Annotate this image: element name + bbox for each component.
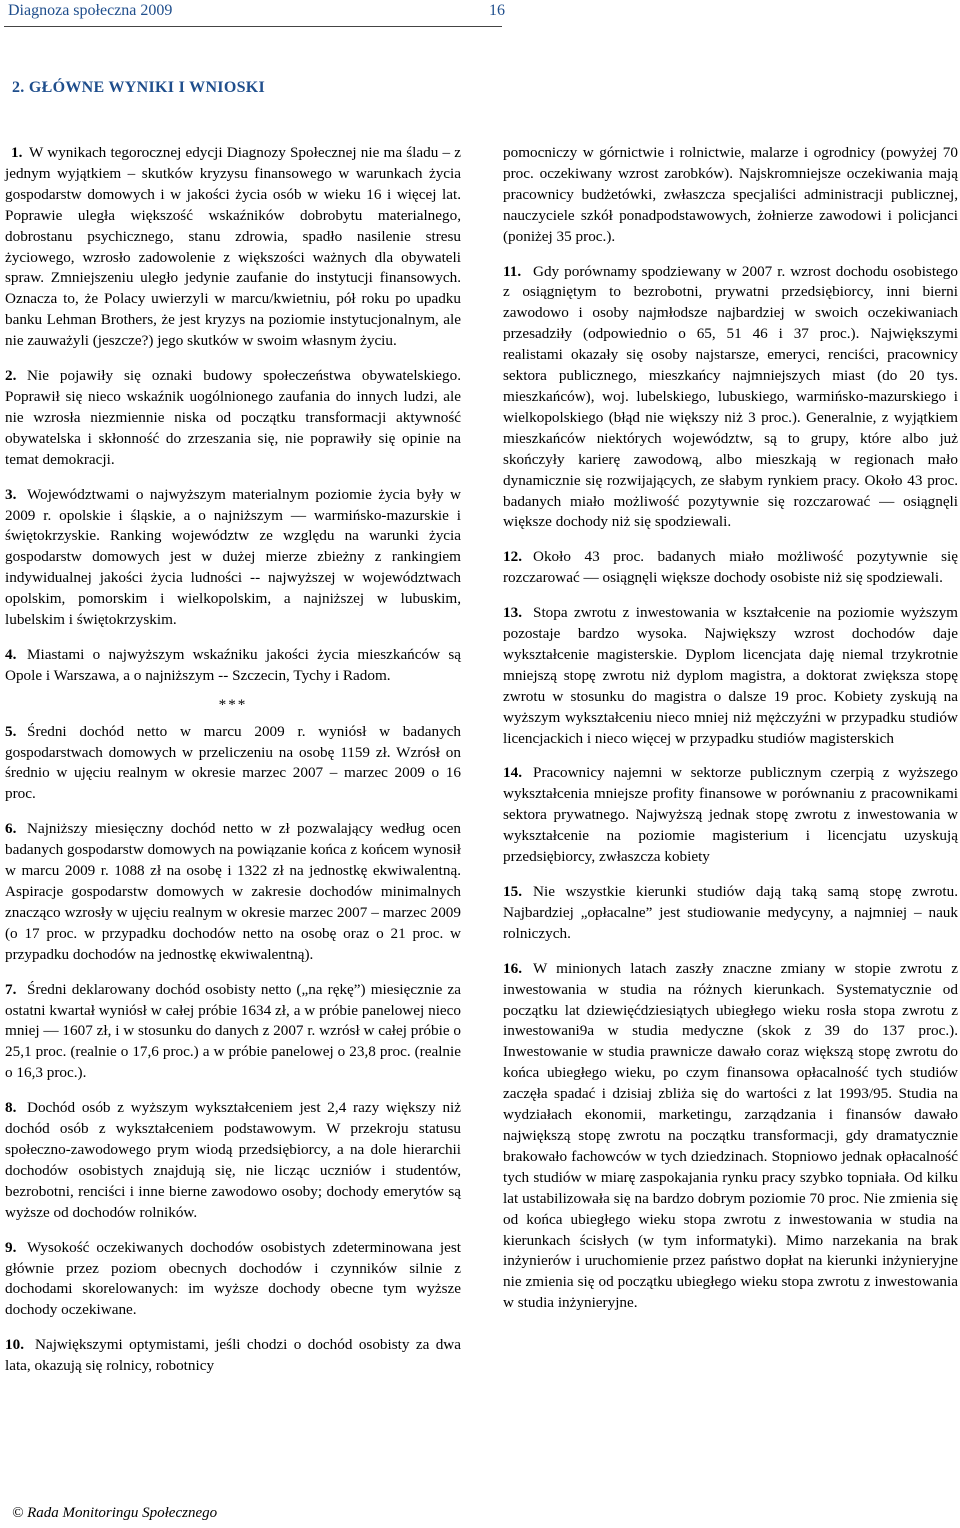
finding-number: 16. xyxy=(503,959,522,977)
page-number: 16 xyxy=(489,2,505,19)
finding-number: 14. xyxy=(503,764,522,782)
finding-number: 5. xyxy=(5,722,17,740)
finding-number: 4. xyxy=(5,645,17,663)
finding-text: W wynikach tegorocznej edycji Diagnozy Społecznej nie ma śladu – z jednym wyjątkiem – skutków kryzysu finansowego w warunkach życia gospodarstw domowych i w jakości życia osób w wieku 16 i więcej lat. Poprawie uległa większość wskaźników dobrobytu materialnego, dobrostanu psychicznego, stanu zdrowia, spadło nasilenie stresu życiowego, wzrosło zadowolenie z większości ważnych dla obywateli spraw. Zmniejszeniu uległo jedynie zaufanie do instytucji finansowych. Oznacza to, że Polacy uwierzyli w marcu/kwietniu, pół roku po upadku banku Lehman Brothers, że jest kryzys na poziomie instytucjonalnym, ale nie zauważyli (jeszcze?) jego skutków w swoim własnym życiu. xyxy=(5,144,461,350)
finding-number: 8. xyxy=(5,1099,17,1117)
page-footer: © Rada Monitoringu Społecznego xyxy=(12,1505,218,1521)
finding-paragraph xyxy=(503,763,958,868)
finding-paragraph xyxy=(5,819,461,965)
finding-paragraph xyxy=(5,980,461,1085)
finding-paragraph xyxy=(5,1238,461,1322)
finding-paragraph xyxy=(5,143,461,352)
finding-paragraph xyxy=(5,722,461,806)
page-header xyxy=(4,0,505,27)
right-column xyxy=(503,143,958,1328)
finding-text: W minionych latach zaszły znaczne zmiany w stopie zwrotu z inwestowania w studia na różnych kierunkach. Systematycznie od początku lat dziewięćdziesiątych ubiegłego wieku rosła stopa zwrotu z inwestowani9a w studia medyczne (skok z 39 do 137 proc.). Inwestowanie w studia prawnicze dawało coraz większą stopę zwrotu do końca ubiegłego wieku, po czym finansowa opłacalność tych studiów zaczęła spadać i dzisiaj zbliża się do wartości z lat 1993/95. Studia na wydziałach ekonomii, marketingu, zarządzania i finansów dawało największą stopę zwrotu na początku transformacji, gdy dramatycznie brakowało fachowców w tych dziedzinach. Stopniowo jednak opłacalność tych studiów w miarę zaspokajania rynku pracy szybko topniała. Od kilku lat ustabilizowała się na bardzo dobrym poziomie 70 proc. Nie zmienia się od końca ubiegłego wieku stopa zwrotu z inwestowania w studia na kierunkach ścisłych (w tym informatyki). Mimo narzekania na brak inżynierów i uruchomienie przez państwo dopłat na kierunki inżynieryjne nie zmienia się od początku ubiegłego wieku stopa zwrotu z inwestowania w studia inżynieryjne. xyxy=(503,959,958,1312)
finding-paragraph xyxy=(503,547,958,589)
finding-number: 10. xyxy=(5,1336,24,1354)
finding-text: Województwami o najwyższym materialnym poziomie życia były w 2009 r. opolskie i śląskie, a o najniższym — warmińsko-mazurskie i świętokrzyskie. Ranking województw ze względu na warunki życia gospodarstw domowych jest w dużej mierze zbieżny z rankingiem indywidualnej jakości życia ludności -- najwyższej w województwach opolskim, pomorskim i wielkopolskim, a najniższej w lubuskim, lubelskim i świętokrzyskim. xyxy=(5,485,461,629)
finding-text: Miastami o najwyższym wskaźniku jakości życia mieszkańców są Opole i Warszawa, a o najniższym -- Szczecin, Tychy i Radom. xyxy=(5,645,461,684)
finding-number: 2. xyxy=(5,367,17,385)
finding-text: Nie wszystkie kierunki studiów dają taką samą stopę zwrotu. Najbardziej „opłacalne” jest studiowanie medycyny, a najmniej – nauk rolniczych. xyxy=(503,883,958,942)
finding-paragraph xyxy=(5,485,461,631)
finding-text: Średni dochód netto w marcu 2009 r. wyniósł w badanych gospodarstwach domowych w przeliczeniu na osobę 1159 zł. Wzrósł on średnio w ujęciu realnym w okresie marzec 2007 – marzec 2009 o 16 proc. xyxy=(5,722,461,803)
finding-text: Najniższy miesięczny dochód netto w zł pozwalający według ocen badanych gospodarstw domowych na powiązanie końca z końcem wynosił w marcu 2009 r. 1088 zł na osobę i 1322 zł na jednostkę ekwiwalentną. Aspiracje gospodarstw domowych w zakresie dochodów minimalnych znacząco wzrosły w ujęciu realnym w okresie marzec 2007 – marzec 2009 (o 17 proc. w przypadku dochodów netto na osobę oraz o 21 proc. w przypadku dochodów na jednostkę ekwiwalentną). xyxy=(5,820,461,963)
finding-paragraph xyxy=(5,1098,461,1223)
section-separator: *** xyxy=(218,695,248,713)
finding-text: Wysokość oczekiwanych dochodów osobistych zdeterminowana jest głównie przez poziom obecnych dochodów i czynników silnie z dochodami skorelowanych: im wyższe dochody obecne tym wyższe dochody oczekiwane. xyxy=(5,1238,461,1319)
finding-text: Gdy porównamy spodziewany w 2007 r. wzrost dochodu osobistego z osiągniętym to bezrobotni, prywatni przedsiębiorcy, inni bierni zawodowo i osoby najmłodsze najbardziej w swoich oczekiwaniach przesadziły (odpowiednio o 65, 51 46 i 37 proc.). Największymi realistami okazały się osoby najstarsze, emeryci, renciści, pracownicy sektora publicznego, mieszkańcy najmniejszych miast (do 20 tys. mieszkańców), woj. lubelskiego, lubuskiego, warmińsko-mazurskiego i wielkopolskiego (błąd nie większy niż 3 proc.). Generalnie, z wyjątkiem mieszkańców niektórych województw, są to grupy, które albo już skończyły karierę zawodową, albo mieszkają w regionach mało dynamicznie się rozwijających, ze słabym rynkiem pracy. Około 43 proc. badanych miało możliwość pozytywnie się rozczarować — osiągnęli większe dochody niż się spodziewali. xyxy=(503,262,958,531)
finding-paragraph xyxy=(503,603,958,749)
finding-number: 15. xyxy=(503,883,522,900)
finding-number: 11. xyxy=(503,262,522,280)
finding-text: Stopa zwrotu z inwestowania w kształcenie na poziomie wyższym pozostaje bardzo wysoka. Największy wzrost dochodów daje wykształcenie magisterskie. Dyplom licencjata daję niemal trzykrotnie mniejszą stopę zwrotu niż dyplom magistra, a doktorat zwiększa stopę zwrotu w stosunku do magistra o dalsze 19 proc. Kobiety zyskują na wyższym wykształceniu nieco mniej niż mężczyźni w przypadku studiów licencjackich i nieco więcej w przypadku studiów magisterskich xyxy=(503,604,958,747)
finding-number: 1. xyxy=(11,144,23,161)
finding-text: Średni deklarowany dochód osobisty netto („na rękę”) miesięcznie za ostatni kwartał wyniósł w całej próbie 1634 zł, a w próbie panelowej nieco mniej — 1607 zł, i w stosunku do danych z 2007 r. wzrósł w całej próbie o 25,1 proc. (realnie o 17,6 proc.) a w próbie panelowej o 23,8 proc. (realnie o 16,3 proc.). xyxy=(5,980,461,1082)
left-column xyxy=(5,143,461,1391)
journal-title: Diagnoza społeczna 2009 xyxy=(8,2,173,19)
finding-number: 7. xyxy=(5,980,17,998)
finding-paragraph xyxy=(5,1335,461,1377)
finding-paragraph xyxy=(5,366,461,471)
finding-text: Największymi optymistami, jeśli chodzi o dochód osobisty za dwa lata, okazują się rolnicy, robotnicy xyxy=(5,1336,461,1375)
section-title: 2. GŁÓWNE WYNIKI I WNIOSKI xyxy=(12,79,266,96)
finding-number: 12. xyxy=(503,548,522,566)
finding-text: pomocniczy w górnictwie i rolnictwie, malarze i ogrodnicy (powyżej 70 proc. oczekiwany wzrost zarobków). Najskromniejsze oczekiwania mają pracownicy budżetówki, zwłaszcza specjaliści administracji publicznej, nauczyciele szkół ponadpodstawowych, żołnierze zawodowi i policjanci (poniżej 35 proc.). xyxy=(503,144,958,245)
finding-text: Dochód osób z wyższym wykształceniem jest 2,4 razy większy niż dochód osób z wykształceniem podstawowym. W przekroju statusu społeczno-zawodowego prym wiodą przedsiębiorcy, a na dole hierarchii dochodów osobistych znajdują się, nie licząc uczniów i studentów, bezrobotni, renciści i inne bierne zawodowo osoby; dochody emerytów są wyższe od dochodów rolników. xyxy=(5,1099,461,1221)
finding-paragraph-continued xyxy=(503,143,958,248)
finding-number: 6. xyxy=(5,820,17,838)
finding-paragraph xyxy=(503,959,958,1314)
finding-text: Nie pojawiły się oznaki budowy społeczeństwa obywatelskiego. Poprawił się nieco wskaźnik uogólnionego zaufania do innych ludzi, ale nie wzrosła niezmiennie niska od początku transformacji aktywność obywatelska i skłonność do zrzeszania się, nie poprawiły się opinie na temat demokracji. xyxy=(5,367,461,468)
finding-number: 3. xyxy=(5,485,17,503)
finding-number: 9. xyxy=(5,1238,17,1256)
finding-text: Pracownicy najemni w sektorze publicznym czerpią z wyższego wykształcenia mniejsze profity finansowe w porównaniu z pracownikami sektora prywatnego. Najwyższą jednak stopę zwrotu z inwestowania w wykształcenie na poziomie magisterium i licencjatu uzyskują przedsiębiorcy, zwłaszcza kobiety xyxy=(503,764,958,866)
finding-number: 13. xyxy=(503,604,522,622)
finding-paragraph xyxy=(503,262,958,534)
finding-paragraph xyxy=(503,882,958,945)
finding-text: Około 43 proc. badanych miało możliwość pozytywnie się rozczarować — osiągnęli większe dochody osobiste niż się spodziewali. xyxy=(503,548,958,587)
finding-paragraph xyxy=(5,645,461,687)
